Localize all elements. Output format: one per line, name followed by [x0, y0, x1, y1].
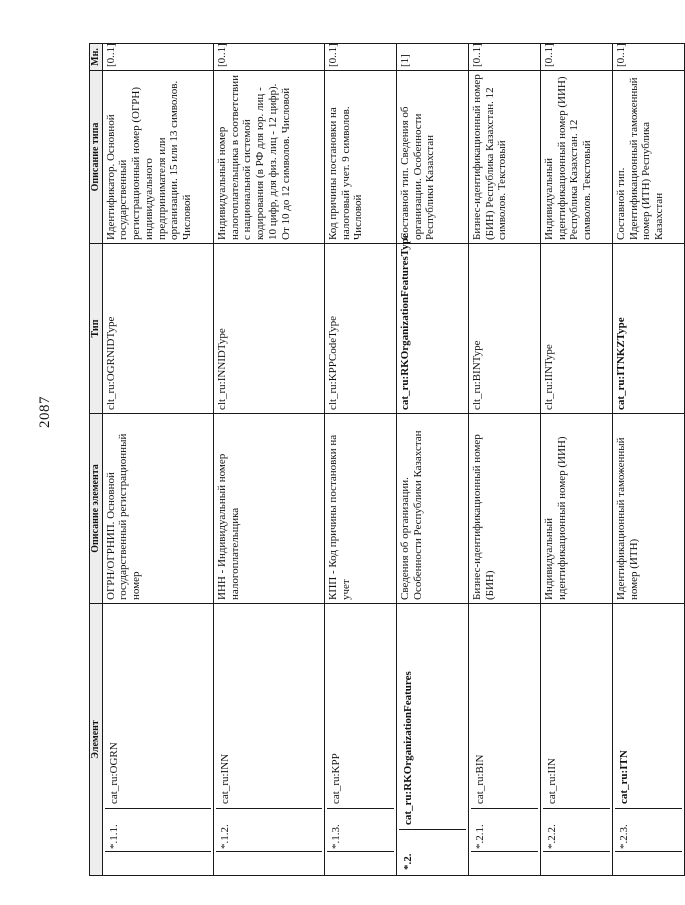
element-name: cat_ru:IIN: [545, 758, 558, 804]
type-cell: clt_ru:OGRNIDType: [102, 244, 213, 414]
type-description-cell: Индивидуальный номер налогоплательщика в соответствии с национальной системой кодирования (в РФ для юр. лиц - 10 цифр, для физ. лиц - 12 цифр). От 10 до 12 символов. Числовой: [213, 71, 324, 244]
type-cell: clt_ru:IINType: [540, 244, 612, 414]
type-cell: clt_ru:KPPCodeType: [324, 244, 396, 414]
element-description-cell: Индивидуальный идентификационный номер (ИИН): [540, 414, 612, 604]
element-name: cat_ru:BIN: [473, 754, 486, 804]
row-number: *.1.3.: [327, 808, 394, 852]
element-cell: [213, 604, 324, 876]
element-name: cat_ru:INN: [218, 753, 231, 804]
element-description-cell: Идентификационный таможенный номер (ИТН): [612, 414, 684, 604]
header-type: Тип: [90, 244, 103, 414]
element-cell: [396, 604, 468, 876]
multiplicity-cell: [0..1]: [324, 44, 396, 71]
multiplicity-cell: [0..1]: [612, 44, 684, 71]
type-description-cell: Код причины постановки на налоговый учет. 9 символов. Числовой: [324, 71, 396, 244]
type-cell: cat_ru:RKOrganizationFeaturesType: [396, 244, 468, 414]
table-row: [324, 44, 396, 876]
type-description-cell: Составной тип. Сведения об организации. Особенности Республики Казахстан: [396, 71, 468, 244]
element-name: cat_ru:OGRN: [107, 742, 120, 804]
table-row: [102, 44, 213, 876]
type-cell: cat_ru:ITNKZType: [612, 244, 684, 414]
table-row: [612, 44, 684, 876]
header-element-description: Описание элемента: [90, 414, 103, 604]
element-name: cat_ru:KPP: [329, 753, 342, 804]
multiplicity-cell: [0..1]: [468, 44, 540, 71]
element-cell: [324, 604, 396, 876]
row-number: *.2.: [399, 829, 466, 872]
element-description-cell: ОГРН/ОГРНИП. Основной государственный регистрационный номер: [102, 414, 213, 604]
type-cell: clt_ru:INNIDType: [213, 244, 324, 414]
row-number: *.1.2.: [216, 808, 322, 852]
element-description-cell: Сведения об организации. Особенности Республики Казахстан: [396, 414, 468, 604]
table-row: [396, 44, 468, 876]
header-element: Элемент: [90, 604, 103, 876]
element-description-cell: Бизнес-идентификационный номер (БИН): [468, 414, 540, 604]
element-cell: [468, 604, 540, 876]
row-number: *.2.1.: [471, 808, 538, 852]
element-cell: [540, 604, 612, 876]
rotated-table-container: [89, 44, 685, 876]
element-description-cell: КПП - Код причины постановки на учет: [324, 414, 396, 604]
table-row: [540, 44, 612, 876]
multiplicity-cell: [0..1]: [102, 44, 213, 71]
header-type-description: Описание типа: [90, 71, 103, 244]
element-name: cat_ru:ITN: [617, 750, 630, 804]
element-cell: [612, 604, 684, 876]
multiplicity-cell: [1]: [396, 44, 468, 71]
spec-table: [89, 43, 685, 876]
header-row: [90, 44, 103, 876]
page-number: 2087: [37, 396, 53, 428]
table-row: [468, 44, 540, 876]
row-number: *.2.3.: [615, 808, 682, 852]
type-cell: clt_ru:BINType: [468, 244, 540, 414]
multiplicity-cell: [0..1]: [540, 44, 612, 71]
element-name: cat_ru:RKOrganizationFeatures: [401, 671, 414, 825]
row-number: *.2.2.: [543, 808, 610, 852]
multiplicity-cell: [0..1]: [213, 44, 324, 71]
type-description-cell: Индивидуальный идентификационный номер (ИИН) Республика Казахстан. 12 символов. Текстовый: [540, 71, 612, 244]
element-description-cell: ИНН - Индивидуальный номер налогоплательщика: [213, 414, 324, 604]
type-description-cell: Бизнес-идентификационный номер (БИН) Республика Казахстан. 12 символов. Текстовый: [468, 71, 540, 244]
row-number: *.1.1.: [105, 808, 211, 852]
type-description-cell: Идентификатор. Основной государственный регистрационный номер (ОГРН) индивидуального предпринимателя или организации. 15 или 13 символов. Числовой: [102, 71, 213, 244]
header-mn: Мн.: [90, 44, 103, 71]
type-description-cell: Составной тип. Идентификационный таможенный номер (ИТН) Республика Казахстан: [612, 71, 684, 244]
table-row: [213, 44, 324, 876]
element-cell: [102, 604, 213, 876]
